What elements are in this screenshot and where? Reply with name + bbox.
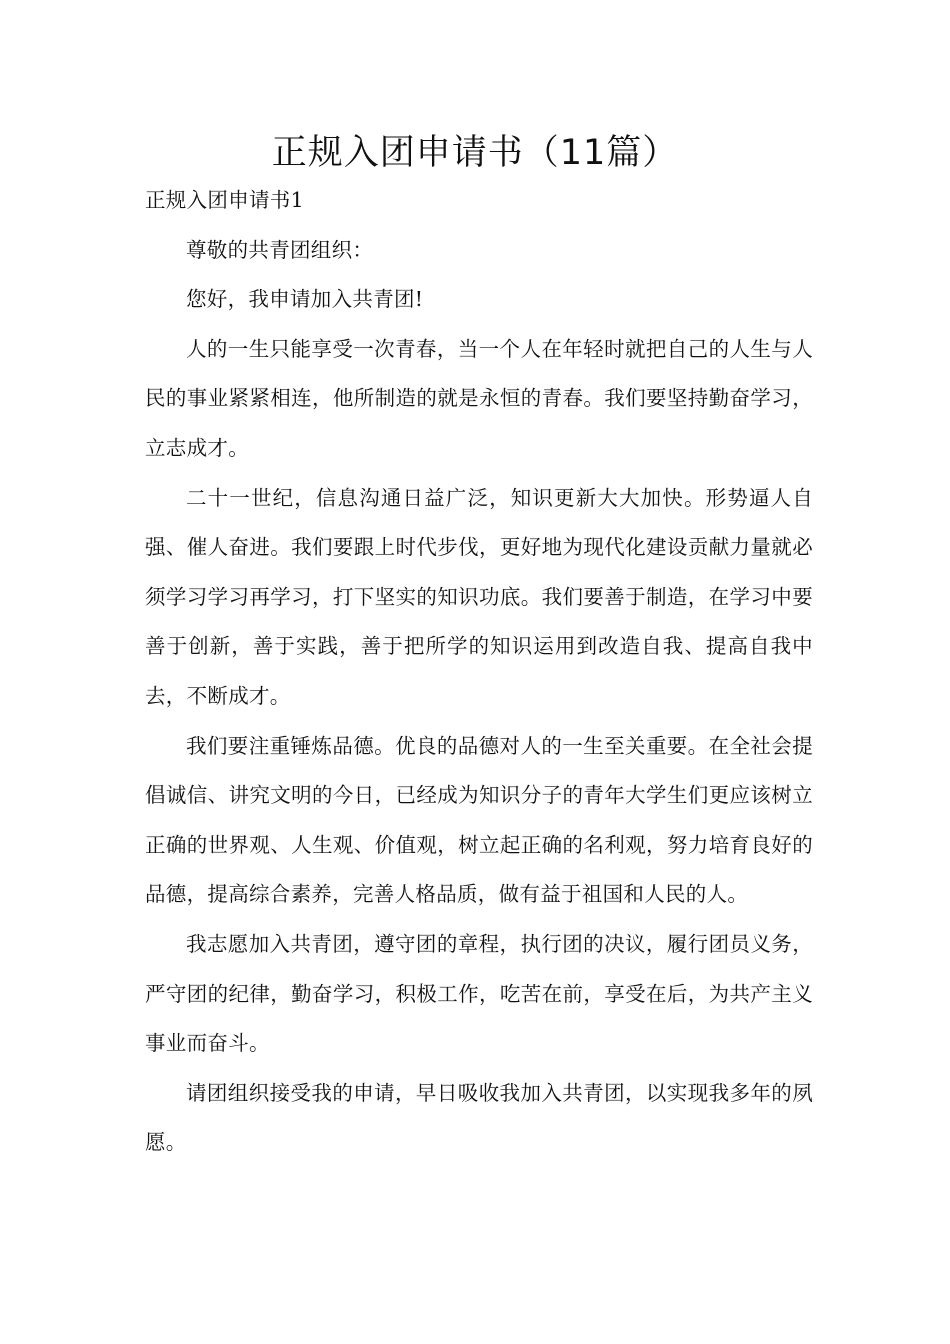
paragraph-character: 我们要注重锤炼品德。优良的品德对人的一生至关重要。在全社会提倡诚信、讲究文明的今日，已经成为知识分子的青年大学生们更应该树立正确的世界观、人生观、价值观，树立起正确的名利观，努力培育良好的品德，提高综合素养，完善人格品质，做有益于祖国和人民的人。 xyxy=(145,733,813,907)
paragraph-youth: 人的一生只能享受一次青春，当一个人在年轻时就把自己的人生与人民的事业紧紧相连，他所制造的就是永恒的青春。我们要坚持勤奋学习，立志成才。 xyxy=(145,336,813,460)
document-body xyxy=(145,176,813,1168)
paragraph-greeting: 您好，我申请加入共青团! xyxy=(186,287,424,312)
paragraph-salutation: 尊敬的共青团组织： xyxy=(186,237,374,262)
document-title: 正规入团申请书（11篇） xyxy=(271,133,679,173)
paragraph-pledge: 我志愿加入共青团，遵守团的章程，执行团的决议，履行团员义务，严守团的纪律，勤奋学习，积极工作，吃苦在前，享受在后，为共产主义事业而奋斗。 xyxy=(145,931,813,1056)
section-heading: 正规入团申请书1 xyxy=(145,188,304,212)
paragraph-request: 请团组织接受我的申请，早日吸收我加入共青团，以实现我多年的夙愿。 xyxy=(145,1080,813,1155)
paragraph-study: 二十一世纪，信息沟通日益广泛，知识更新大大加快。形势逼人自强、催人奋进。我们要跟上时代步伐，更好地为现代化建设贡献力量就必须学习学习再学习，打下坚实的知识功底。我们要善于制造，在学习中要善于创新，善于实践，善于把所学的知识运用到改造自我、提高自我中去，不断成才。 xyxy=(145,485,813,708)
